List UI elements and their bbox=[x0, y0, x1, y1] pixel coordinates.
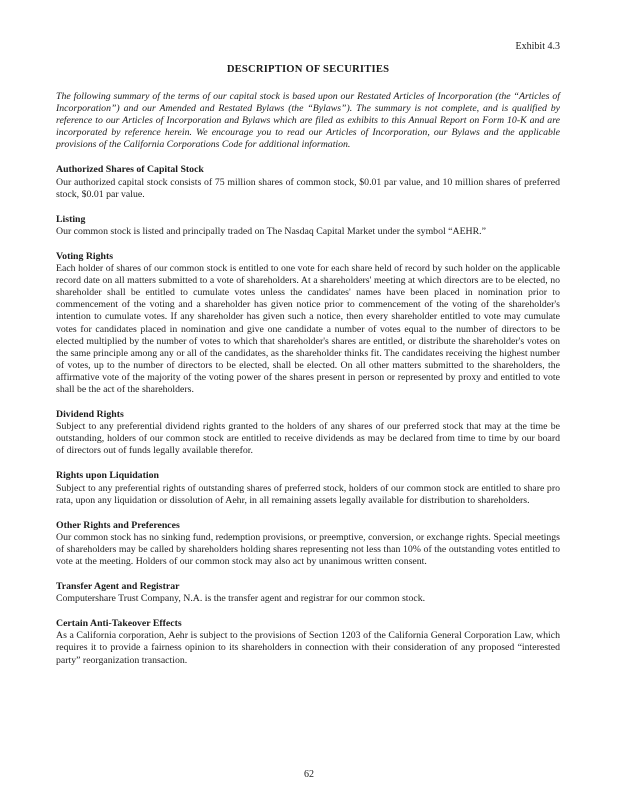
section-heading-voting-rights: Voting Rights bbox=[56, 250, 114, 262]
section-voting-rights bbox=[56, 251, 560, 396]
section-dividend-rights bbox=[56, 409, 560, 457]
section-body-dividend-rights: Subject to any preferential dividend rights granted to the holders of any shares of our preferred stock that may at the time be outstanding, holders of our common stock are entitled to receive dividends as may be declared from time to time by our board of directors out of funds legally available therefor. bbox=[56, 421, 560, 457]
section-body-anti-takeover: As a California corporation, Aehr is subject to the provisions of Section 1203 of the California General Corporation Law, which requires it to provide a fairness opinion to its shareholders in connection with their consideration of any proposed “interested party” reorganization transaction. bbox=[56, 630, 560, 666]
page-number: 62 bbox=[304, 768, 314, 780]
document-title: DESCRIPTION OF SECURITIES bbox=[226, 64, 390, 75]
section-other-rights-preferences bbox=[56, 520, 560, 568]
exhibit-label: Exhibit 4.3 bbox=[515, 41, 560, 52]
section-authorized-shares bbox=[56, 164, 560, 200]
section-body-other-rights-preferences: Our common stock has no sinking fund, redemption provisions, or preemptive, conversion, or exchange rights. Special meetings of shareholders may be called by shareholders holding shares representing not less than 10% of the outstanding votes entitled to vote at the meeting. Holders of our common stock may also act by unanimous written consent. bbox=[56, 531, 560, 567]
section-heading-dividend-rights: Dividend Rights bbox=[56, 409, 124, 421]
section-heading-listing: Listing bbox=[56, 213, 86, 225]
section-body-transfer-agent: Computershare Trust Company, N.A. is the transfer agent and registrar for our common stock. bbox=[56, 593, 426, 605]
section-heading-anti-takeover: Certain Anti-Takeover Effects bbox=[56, 618, 182, 630]
section-body-authorized-shares: Our authorized capital stock consists of 75 million shares of common stock, $0.01 par value, and 10 million shares of preferred stock, $0.01 par value. bbox=[56, 176, 560, 200]
section-body-rights-upon-liquidation: Subject to any preferential rights of outstanding shares of preferred stock, holders of our common stock are entitled to share pro rata, upon any liquidation or dissolution of Aehr, in all remaining assets legally available for distribution to shareholders. bbox=[56, 482, 560, 506]
section-heading-authorized-shares: Authorized Shares of Capital Stock bbox=[56, 164, 204, 176]
section-body-listing: Our common stock is listed and principally traded on The Nasdaq Capital Market under the symbol “AEHR.” bbox=[56, 225, 486, 237]
section-listing bbox=[56, 214, 560, 238]
section-heading-transfer-agent: Transfer Agent and Registrar bbox=[56, 581, 180, 593]
section-heading-rights-upon-liquidation: Rights upon Liquidation bbox=[56, 470, 159, 482]
section-body-voting-rights: Each holder of shares of our common stock is entitled to one vote for each share held of record by such holder on the applicable record date on all matters submitted to a vote of shareholders. At a shareholders' meeting at which directors are to be elected, no shareholder shall be entitled to cumulate votes unless the candidates' names have been placed in nomination prior to commencement of the voting and a shareholder has given notice prior to commencement of the voting of the shareholder's intention to cumulate votes. If any shareholder has given such a notice, then every shareholder entitled to vote may cumulate votes for candidates placed in nomination and give one candidate a number of votes equal to the number of directors to be elected multiplied by the number of votes to which that shareholder's shares are entitled, or distribute the shareholder's votes on the same principle among any or all of the candidates, as the shareholder thinks fit. The candidates receiving the highest number of votes, up to the number of directors to be elected, shall be elected. On all other matters submitted to the shareholders, the affirmative vote of the majority of the voting power of the shares present in person or represented by proxy and entitled to vote shall be the act of the shareholders. bbox=[56, 263, 560, 395]
intro-paragraph: The following summary of the terms of our capital stock is based upon our Restated Articles of Incorporation (the “Articles of Incorporation”) and our Amended and Restated Bylaws (the “Bylaws”). The summary is not complete, and is qualified by reference to our Articles of Incorporation and Bylaws which are filed as exhibits to this Annual Report on Form 10-K and are incorporated by reference herein. We encourage you to read our Articles of Incorporation, our Bylaws and the applicable provisions of the California Corporations Code for additional information. bbox=[56, 91, 560, 151]
section-anti-takeover bbox=[56, 618, 560, 666]
section-rights-upon-liquidation bbox=[56, 470, 560, 506]
section-transfer-agent bbox=[56, 581, 560, 605]
section-heading-other-rights-preferences: Other Rights and Preferences bbox=[56, 519, 180, 531]
